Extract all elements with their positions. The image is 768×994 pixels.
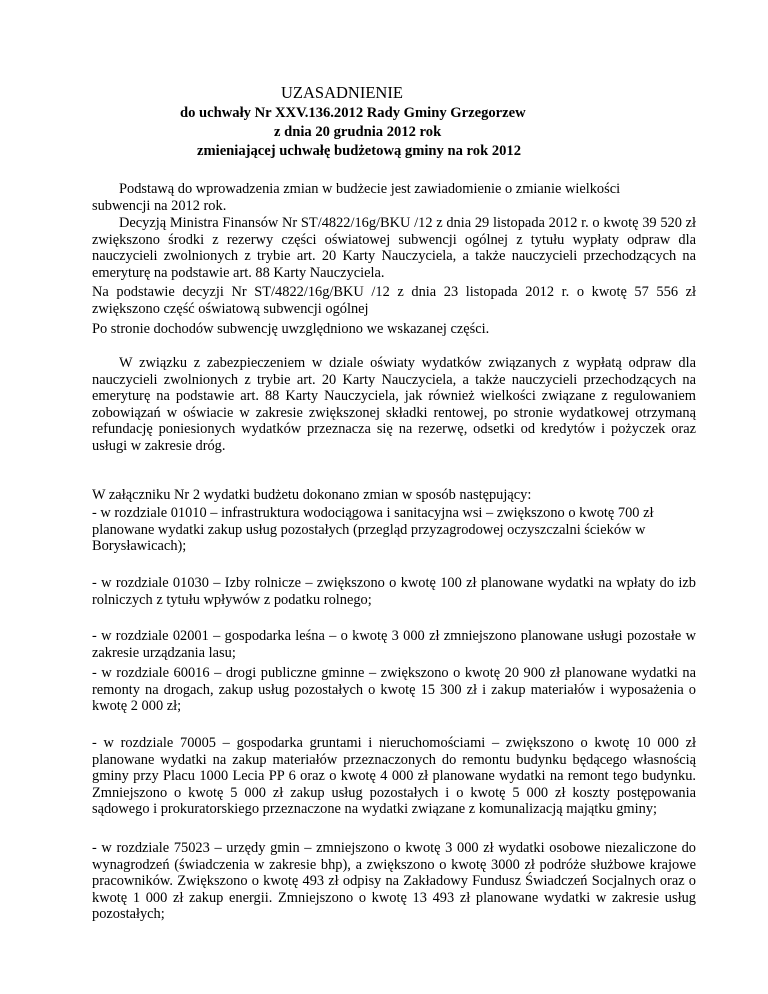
document-title: UZASADNIENIE: [281, 83, 403, 102]
resolution-reference: do uchwały Nr XXV.136.2012 Rady Gminy Grzegorzew: [180, 105, 526, 121]
chapter-70005: - w rozdziale 70005 – gospodarka gruntami i nieruchomościami – zwiększono o kwotę 10 000 zł planowane wydatki na zakup materiałów przeznaczonych do remontu budynku będącego własnością gminy przy Placu 1000 Lecia PP 6 oraz o kwotę 4 000 zł planowane wydatki na remont tego budynku. Zmniejszono o kwotę 5 000 zł zakup usług pozostałych i o kwotę 5 000 zł koszty postępowania sądowego i prokuratorskiego przeznaczone na wydatki związane z komunalizacją majątku gminy;: [92, 735, 696, 818]
chapter-01030: - w rozdziale 01030 – Izby rolnicze – zwiększono o kwotę 100 zł planowane wydatki na wpłaty do izb rolniczych z tytułu wpływów z podatku rolnego;: [92, 575, 696, 608]
paragraph-attachment-intro: W załączniku Nr 2 wydatki budżetu dokonano zmian w sposób następujący:: [92, 487, 532, 503]
paragraph-revenue: Po stronie dochodów subwencję uwzględniono we wskazanej części.: [92, 321, 490, 337]
paragraph-decision-2: Na podstawie decyzji Nr ST/4822/16g/BKU /12 z dnia 23 listopada 2012 r. o kwotę 57 556 zł zwiększono część oświatową subwencji ogólnej: [92, 284, 696, 317]
chapter-02001: - w rozdziale 02001 – gospodarka leśna – o kwotę 3 000 zł zmniejszono planowane usługi pozostałe w zakresie urządzania lasu;: [92, 628, 696, 661]
paragraph-decision-1: Decyzją Ministra Finansów Nr ST/4822/16g/BKU /12 z dnia 29 listopada 2012 r. o kwotę 39 520 zł zwiększono środki z rezerwy części oświatowej subwencji ogólnej z tytułu wypłaty odpraw dla nauczycieli zwolnionych z trybie art. 20 Karty Nauczyciela, a także nauczycieli przechodzących na emeryturę na podstawie art. 88 Karty Nauczyciela.: [92, 215, 696, 281]
paragraph-expenditure-security: W związku z zabezpieczeniem w dziale oświaty wydatków związanych z wypłatą odpraw dla nauczycieli zwolnionych z trybie art. 20 Karty Nauczyciela, a także nauczycieli przechodzących na emeryturę na podstawie art. 88 Karty Nauczyciela, jak również wielkości związane z regulowaniem zobowiązań w oświacie w zakresie zwiększonej składki rentowej, po stronie wydatkowej otrzymaną refundację poniesionych wydatków przeznacza się na rezerwę, odsetki od kredytów i pożyczek oraz usługi w zakresie dróg.: [92, 355, 696, 454]
chapter-60016: - w rozdziale 60016 – drogi publiczne gminne – zwiększono o kwotę 20 900 zł planowane wydatki na remonty na drogach, zakup usług pozostałych o kwotę 15 300 zł i zakup materiałów i wyposażenia o kwotę 2 000 zł;: [92, 665, 696, 715]
resolution-subject: zmieniającej uchwałę budżetową gminy na rok 2012: [197, 143, 522, 159]
resolution-date: z dnia 20 grudnia 2012 rok: [274, 124, 442, 140]
paragraph-basis: Podstawą do wprowadzenia zmian w budżecie jest zawiadomienie o zmianie wielkości subwencji na 2012 rok.: [92, 181, 621, 214]
chapter-75023: - w rozdziale 75023 – urzędy gmin – zmniejszono o kwotę 3 000 zł wydatki osobowe niezaliczone do wynagrodzeń (świadczenia w zakresie bhp), a zwiększono o kwotę 3000 zł podróże służbowe krajowe pracowników. Zwiększono o kwotę 493 zł odpisy na Zakładowy Fundusz Świadczeń Socjalnych oraz o kwotę 1 000 zł zakup energii. Zmniejszono o kwotę 13 493 zł planowane wydatki w zakresie usług pozostałych;: [92, 840, 696, 923]
chapter-01010: - w rozdziale 01010 – infrastruktura wodociągowa i sanitacyjna wsi – zwiększono o kwotę 700 zł planowane wydatki zakup usług pozostałych (przegląd przyzagrodowej oczyszczalni ścieków w Borysławicach);: [92, 505, 654, 555]
